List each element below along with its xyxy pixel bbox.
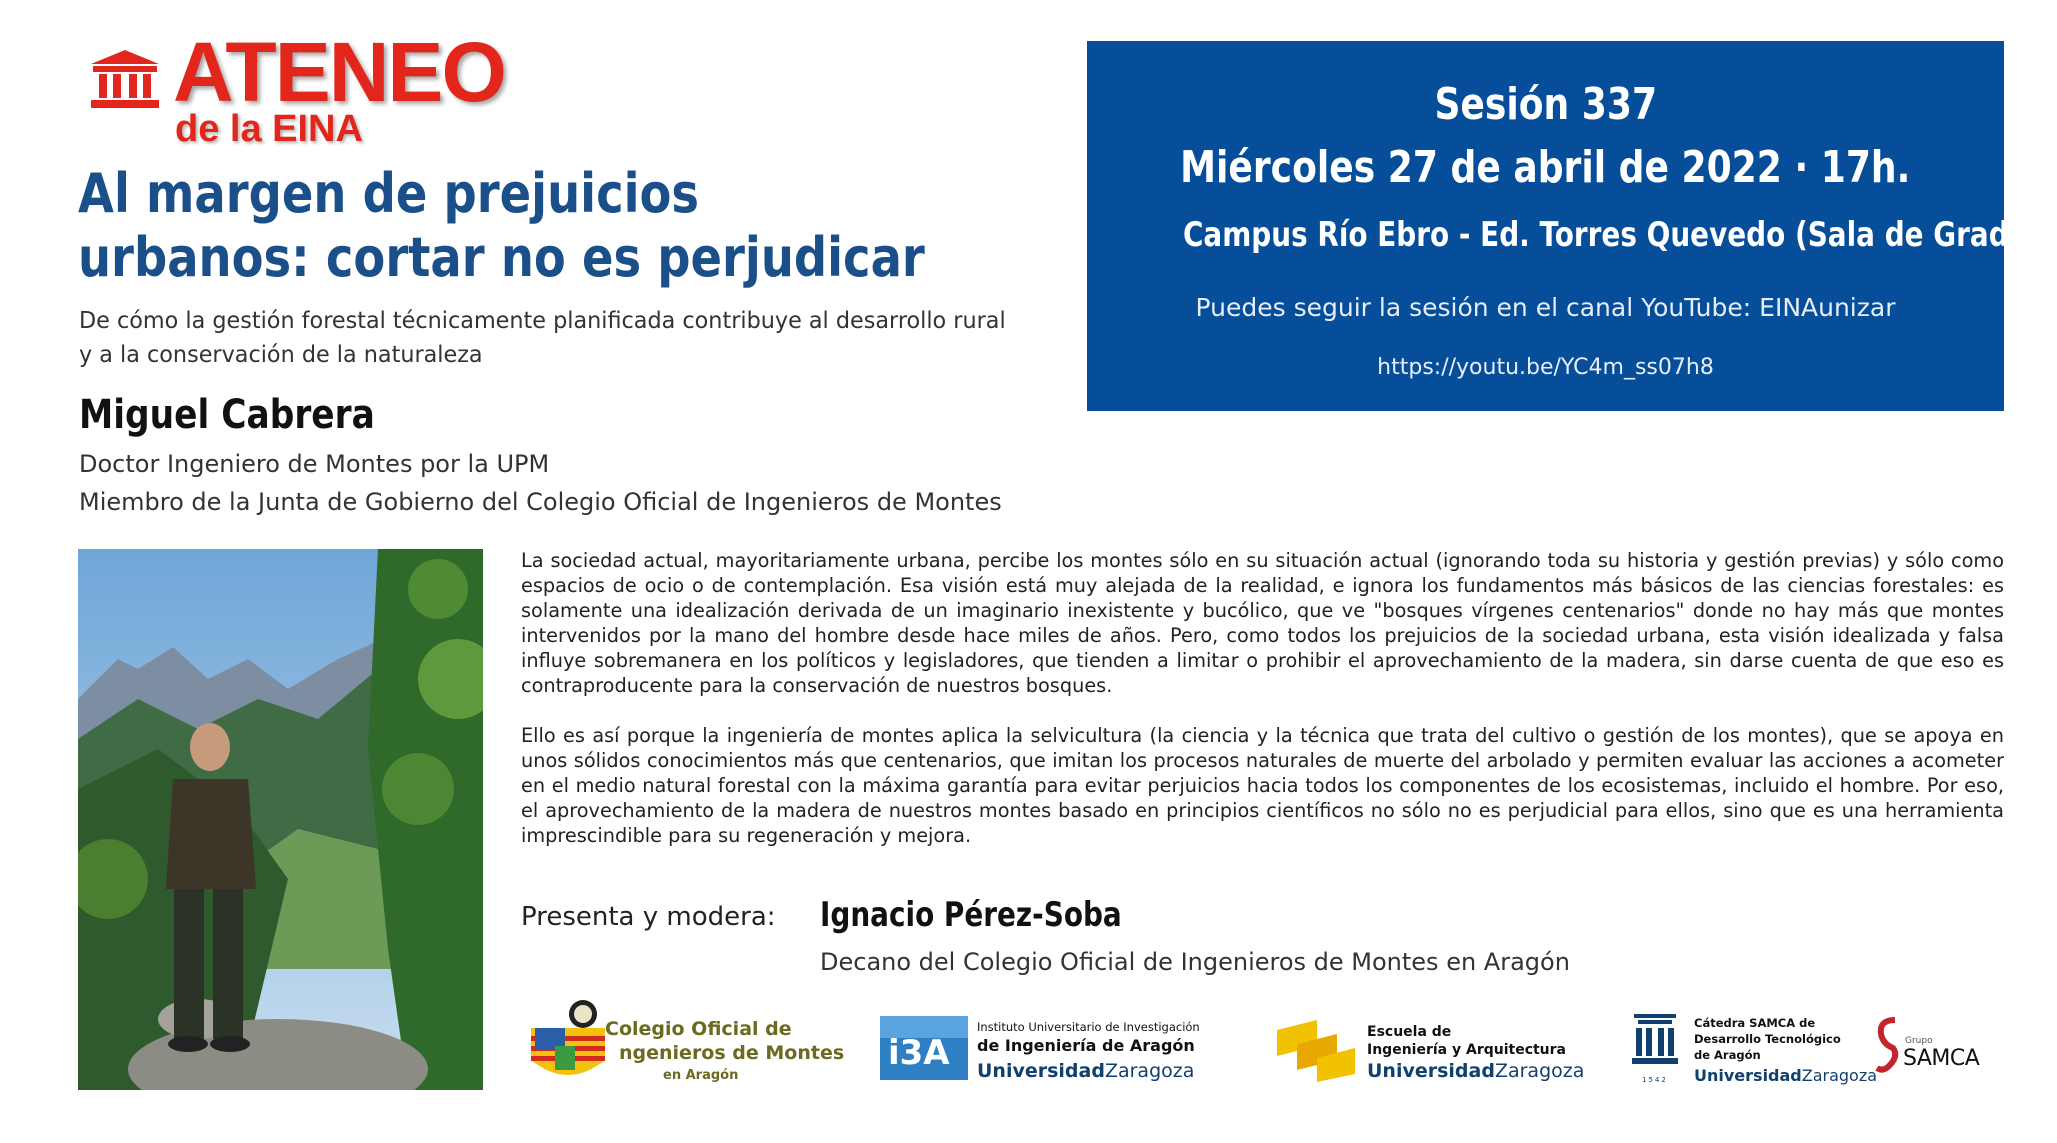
description-paragraph-1: La sociedad actual, mayoritariamente urbana, percibe los montes sólo en su situación actual (ignorando toda su historia y gestión previas) y sólo como espacios de ocio o de contemplación. Esa visión está muy alejada de la realidad, e ignora los fundamentos más básicos de las ciencias forestales: es solamente una idealización derivada de un imaginario inexistente y bucólico, que ve "bosques vírgenes centenarios" donde no hay más que montes intervenidos por la mano del hombre desde hace miles de años. Pero, como todos los prejuicios de la sociedad urbana, esta visión idealizada y falsa influye sobremanera en los políticos y legisladores, que tienden a limitar o prohibir el aprovechamiento de la madera, sin darse cuenta de que eso es contraproducente para la conservación de nuestros bosques. bbox=[521, 549, 2004, 697]
i3a-univ-regular: Zaragoza bbox=[1104, 1060, 1195, 1082]
samca-s-icon bbox=[1875, 1016, 1901, 1078]
eina-logo bbox=[1277, 1016, 1585, 1090]
coat-of-arms-icon bbox=[525, 990, 615, 1090]
session-number: Sesión 337 bbox=[1434, 79, 1657, 130]
youtube-link[interactable]: https://youtu.be/YC4m_ss07h8 bbox=[1377, 355, 1714, 380]
description-paragraph-2: Ello es así porque la ingeniería de montes aplica la selvicultura (la ciencia y la técnica que trata del cultivo o gestión de los montes), que se apoya en unos sólidos conocimientos más que centenarios, que imitan los procesos naturales de muerte del arbolado y permiten evaluar las acciones a acometer en el medio natural forestal con la máxima garantía para evitar perjuicios hacia todos los componentes de los ecosistemas, incluido el hombre. Por eso, el aprovechamiento de la madera de nuestros montes basado en principios científicos no sólo no es perjudicial para ellos, sino que es una herramienta imprescindible para su regeneración y mejora. bbox=[521, 724, 2004, 847]
catedra-line-2: Desarrollo Tecnológico bbox=[1694, 1032, 1841, 1046]
catedra-university bbox=[1694, 1066, 1877, 1085]
catedra-univ-bold: Universidad bbox=[1694, 1066, 1802, 1085]
i3a-univ-bold: Universidad bbox=[977, 1060, 1105, 1082]
catedra-year: 1542 bbox=[1642, 1076, 1668, 1084]
building-icon bbox=[89, 48, 161, 110]
catedra-univ-regular: Zaragoza bbox=[1801, 1066, 1878, 1085]
university-building-icon bbox=[1630, 1012, 1680, 1074]
session-place: Campus Río Ebro - Ed. Torres Quevedo (Sala de Grados) bbox=[1182, 215, 2057, 255]
eina-line-1: Escuela de bbox=[1367, 1024, 1452, 1040]
samca-small-label: Grupo bbox=[1905, 1036, 1933, 1046]
presenter-role: Decano del Colegio Oficial de Ingenieros de Montes en Aragón bbox=[820, 948, 1570, 976]
svg-text:i3A: i3A bbox=[888, 1033, 950, 1073]
i3a-university bbox=[977, 1060, 1194, 1082]
eina-icon bbox=[1277, 1016, 1357, 1082]
session-date: Miércoles 27 de abril de 2022 · 17h. bbox=[1180, 142, 1911, 193]
eina-univ-regular: Zaragoza bbox=[1494, 1060, 1585, 1082]
i3a-line-2: de Ingeniería de Aragón bbox=[977, 1036, 1195, 1055]
eina-university bbox=[1367, 1060, 1584, 1082]
speaker-role-1: Doctor Ingeniero de Montes por la UPM bbox=[79, 450, 550, 478]
speaker-name: Miguel Cabrera bbox=[79, 392, 375, 438]
samca-name: SAMCA bbox=[1903, 1046, 1980, 1071]
youtube-channel-text: Puedes seguir la sesión en el canal YouTube: EINAunizar bbox=[1195, 293, 1896, 322]
event-description bbox=[521, 548, 2004, 848]
speaker-photo bbox=[78, 549, 483, 1090]
i3a-logo bbox=[880, 1016, 1210, 1090]
logo-eina-text: de la EINA bbox=[175, 108, 363, 150]
session-info-box bbox=[1087, 41, 2057, 411]
event-title: Al margen de prejuicios urbanos: cortar no es perjudicar bbox=[78, 162, 925, 289]
colegio-line-1: Colegio Oficial de bbox=[605, 1018, 792, 1040]
logo-ateneo-text: ATENEO bbox=[173, 25, 505, 119]
ateneo-logo bbox=[85, 25, 505, 150]
catedra-samca-logo bbox=[1630, 1012, 1878, 1092]
i3a-icon bbox=[880, 1016, 968, 1080]
eina-line-2: Ingeniería y Arquitectura bbox=[1367, 1042, 1567, 1058]
presenter-name: Ignacio Pérez-Soba bbox=[820, 895, 1122, 935]
event-subtitle: De cómo la gestión forestal técnicamente planificada contribuye al desarrollo rural y a la conservación de la naturaleza bbox=[79, 308, 1006, 368]
colegio-line-3: en Aragón bbox=[663, 1068, 739, 1083]
colegio-montes-logo bbox=[525, 990, 845, 1090]
mountain-landscape-image bbox=[78, 549, 483, 1090]
i3a-line-1: Instituto Universitario de Investigación bbox=[977, 1020, 1200, 1034]
grupo-samca-logo bbox=[1875, 1016, 2005, 1086]
catedra-line-1: Cátedra SAMCA de bbox=[1694, 1016, 1816, 1030]
catedra-line-3: de Aragón bbox=[1694, 1048, 1761, 1062]
speaker-role-2: Miembro de la Junta de Gobierno del Colegio Oficial de Ingenieros de Montes bbox=[79, 488, 1002, 516]
colegio-line-2: ngenieros de Montes bbox=[619, 1042, 845, 1064]
presenter-label: Presenta y modera: bbox=[521, 902, 776, 932]
eina-univ-bold: Universidad bbox=[1367, 1060, 1495, 1082]
